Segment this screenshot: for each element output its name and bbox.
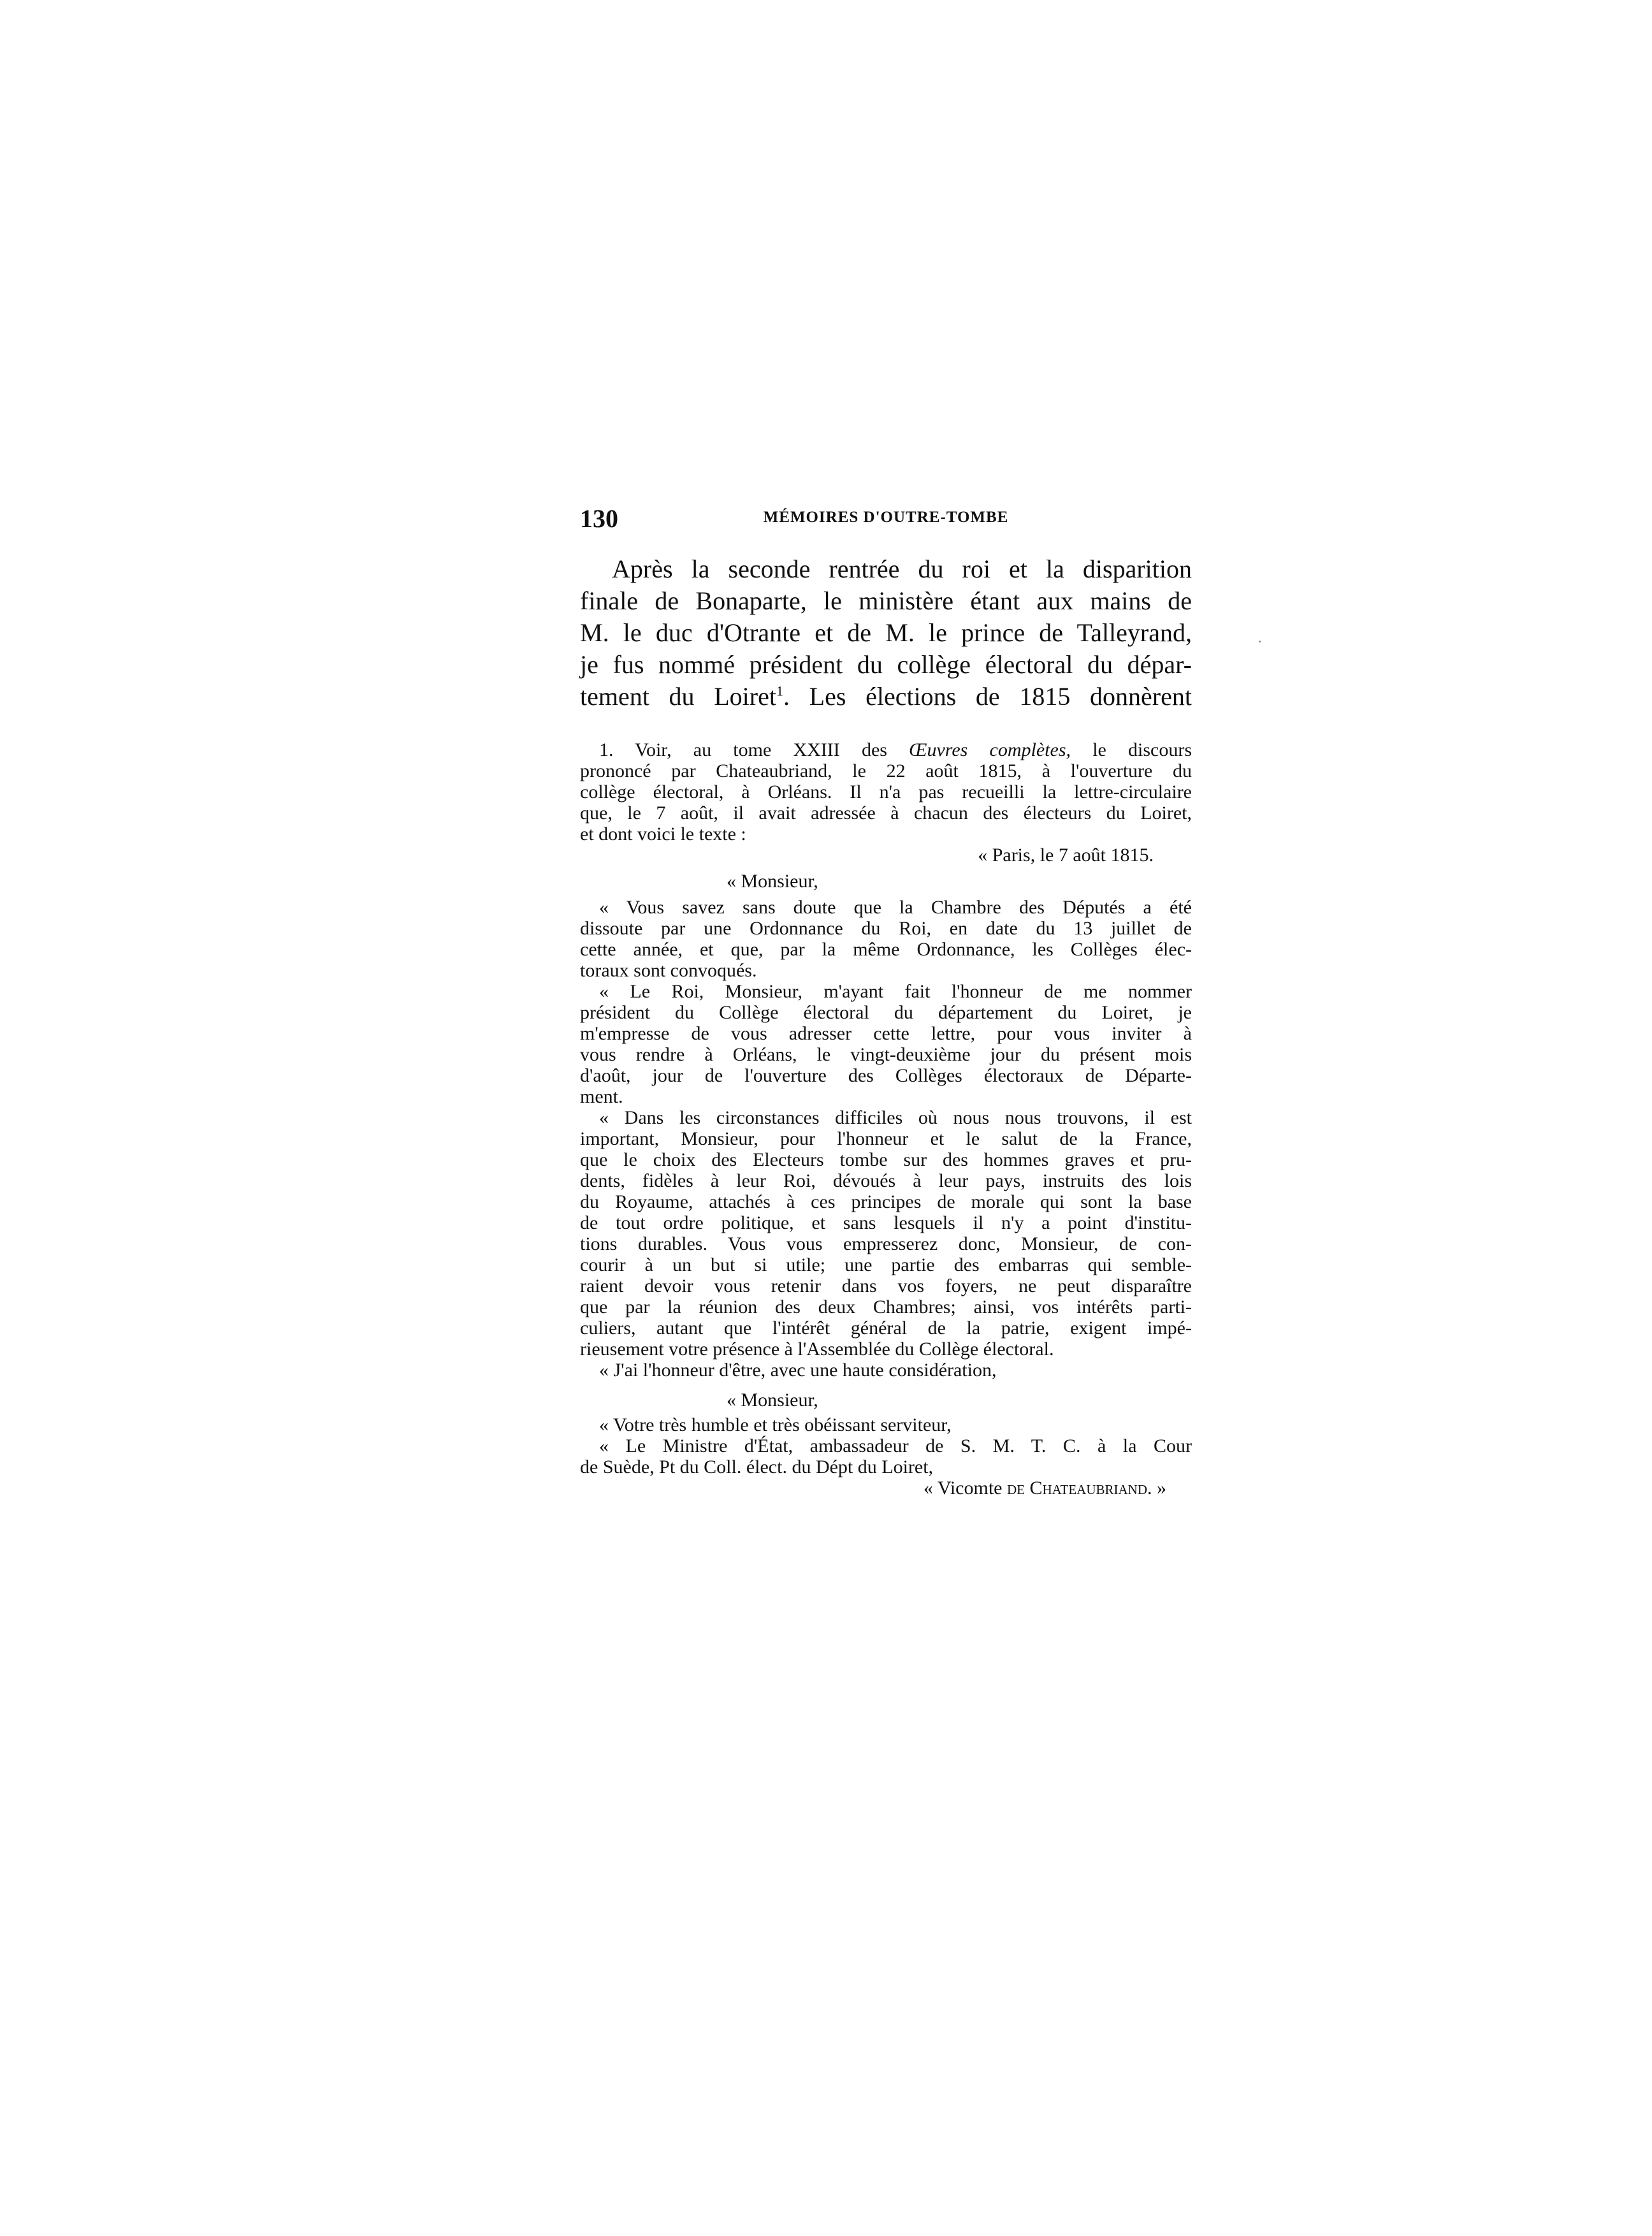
footnote-number: 1. xyxy=(599,739,614,760)
main-line-start: tement du Loiret xyxy=(580,682,776,711)
main-line: M. le duc d'Otrante et de M. le prince de Talleyrand, xyxy=(580,618,1192,647)
footnote-marker: 1 xyxy=(776,683,783,699)
letter-closing: « Votre très humble et très obéissant serviteur, xyxy=(599,1414,952,1435)
letter-paragraph: « Le Roi, Monsieur, m'ayant fait l'honneur de me nommer président du Collège électoral du département du Loiret, je m'empresse de vous adresser cette lettre, pour vous inviter à vous rendre à Orléans, le vingt-deuxième jour du présent mois d'août, jour de l'ouverture des Collèges électoraux de Départe- ment. xyxy=(580,981,1192,1107)
running-title: MÉMOIRES D'OUTRE-TOMBE xyxy=(763,509,1009,526)
main-line: finale de Bonaparte, le ministère étant aux mains de xyxy=(580,586,1192,615)
letter-title-block: « Le Ministre d'État, ambassadeur de S. M. T. C. à la Cour de Suède, Pt du Coll. élect. du Dépt du Loiret, xyxy=(580,1435,1192,1477)
page-number: 130 xyxy=(580,504,618,533)
letter-paragraph: « Dans les circonstances difficiles où nous nous trouvons, il est important, Monsieur, pour l'honneur et le salut de la France, que le choix des Electeurs tombe sur des hommes graves et pru- dents, fidèles à leur Roi, dévoués à leur pays, instruits des lois du Royaume, attachés à ces principes de morale qui sont la base de tout ordre politique, et sans lesquels il n'y a point d'institu- tions durables. Vous vous empresserez donc, Monsieur, de con- courir à un but si utile; une partie des embarras qui semble- raient devoir vous retenir dans vos foyers, ne peut disparaître que par la réunion des deux Chambres; ainsi, vos intérêts parti- culiers, autant que l'intérêt général de la patrie, exigent impé- rieusement votre présence à l'Assemblée du Collège électoral. xyxy=(580,1107,1192,1360)
page-header xyxy=(580,504,1192,535)
letter-paragraph: « Vous savez sans doute que la Chambre des Députés a été dissoute par une Ordonnance du Roi, en date du 13 juillet de cette année, et que, par la même Ordonnance, les Collèges élec- toraux sont convoqués. xyxy=(580,897,1192,981)
main-paragraph xyxy=(580,553,1192,713)
letter-salutation: « Monsieur, xyxy=(727,871,818,892)
main-line: tement du Loiret$^1$. Les élections de 1815 donnèrent xyxy=(580,682,1192,711)
footnote-line: que, le 7 août, il avait adressée à chacun des électeurs du Loiret, xyxy=(580,802,1192,824)
footnote-line: 1. Voir, au tome XXIII des Œuvres complètes, le discours xyxy=(599,739,1192,760)
work-title: Œuvres complètes, xyxy=(909,739,1071,760)
footnote-line: collège électoral, à Orléans. Il n'a pas recueilli la lettre-circulaire xyxy=(580,781,1192,802)
main-line: je fus nommé président du collège électoral du dépar- xyxy=(580,650,1192,679)
footnote xyxy=(580,739,1192,1499)
footnote-line: et dont voici le texte : xyxy=(580,824,746,845)
letter-signature: « Vicomte de Chateaubriand. » xyxy=(924,1477,1166,1499)
letter-salutation: « Monsieur, xyxy=(727,1390,818,1411)
page-speck xyxy=(1259,641,1261,642)
main-line-end: Les élections de 1815 donnèrent xyxy=(809,682,1192,711)
main-line: Après la seconde rentrée du roi et la disparition xyxy=(612,555,1192,583)
letter-dateline: « Paris, le 7 août 1815. xyxy=(978,845,1154,866)
book-page xyxy=(580,504,1192,1499)
letter-closing: « J'ai l'honneur d'être, avec une haute considération, xyxy=(599,1360,997,1381)
footnote-line: prononcé par Chateaubriand, le 22 août 1815, à l'ouverture du xyxy=(580,760,1192,781)
